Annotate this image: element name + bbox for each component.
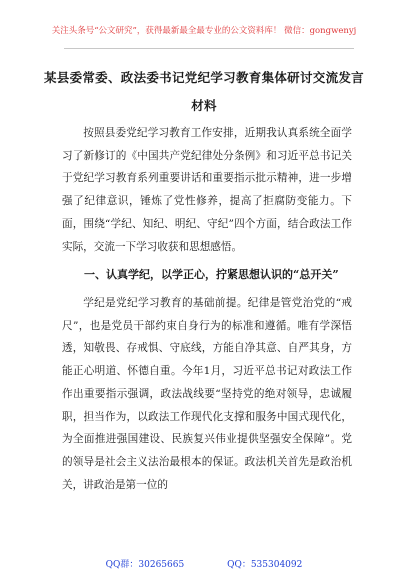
- intro-paragraph: 按照县委党纪学习教育工作安排，近期我认真系统全面学习了新修订的《中国共产党纪律处分条例》和习近平总书记关于党纪学习教育系列重要讲话和重要指示批示精神，进一步增强了纪律意识，锤炼了党性修养，提高了拒腐防变能力。下面，围绕“学纪、知纪、明纪、守纪”四个方面，结合政法工作实际，交流一下学习收获和思想感悟。: [62, 127, 352, 253]
- section-heading: 一、认真学纪，以学正心，拧紧思想认识的“总开关”: [84, 268, 339, 281]
- header-notice: 关注头条号“公文研究”，获得最新最全最专业的公文资料库！ 微信：gongwenyj: [51, 26, 357, 36]
- header-divider: [64, 48, 354, 49]
- document-title: 某县委常委、政法委书记党纪学习教育集体研讨交流发言: [43, 70, 364, 85]
- section-paragraph: 学纪是党纪学习教育的基础前提。纪律是管党治党的“戒尺”，也是党员干部约束自身行为的标准和遵循。唯有学深悟透，知敬畏、存戒惧、守底线，方能自净其意、自严其身，方能正心明道、怀德自重。今年1月，习近平总书记对政法工作作出重要指示强调，政法战线要“坚持党的绝对领导，忠诚履职，担当作为，以政法工作现代化支撑和服务中国式现代化，为全面推进强国建设、民族复兴伟业提供坚强安全保障”。党的领导是社会主义法治最根本的保证。政法机关首先是政治机关，讲政治是第一位的: [62, 297, 352, 491]
- footer-contact: QQ群：30265665 QQ：535304092: [105, 560, 303, 570]
- document-title-continued: 材料: [191, 98, 217, 113]
